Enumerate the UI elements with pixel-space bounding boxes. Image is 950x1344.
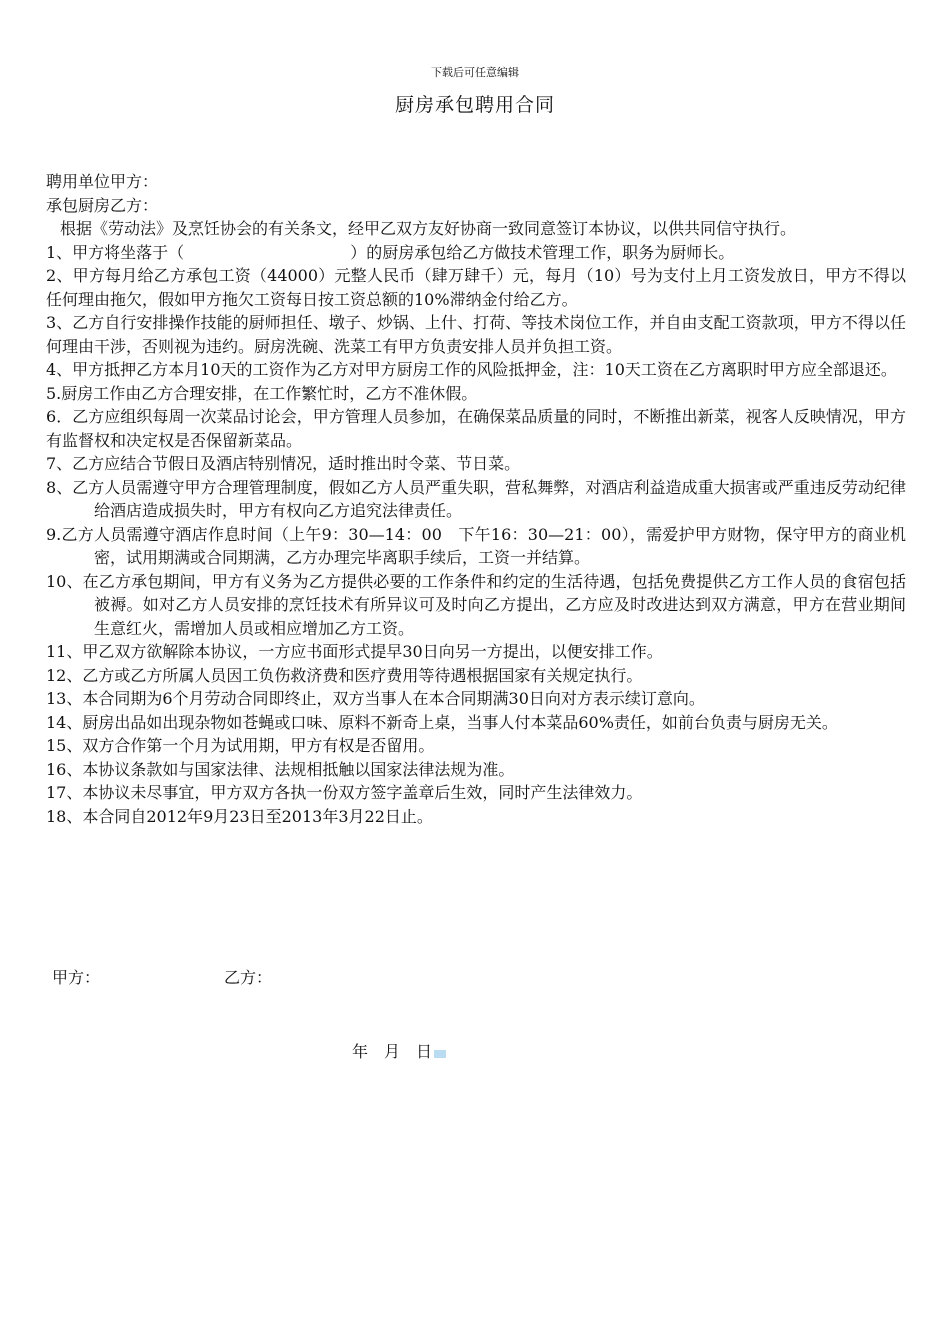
- clause-18: 18、本合同自2012年9月23日至2013年3月22日止。: [46, 806, 433, 826]
- party-b-signature: 乙方：: [224, 968, 273, 987]
- clause-4: 4、甲方抵押乙方本月10天的工资作为乙方对甲方厨房工作的风险抵押金，注：10天工资在乙方离职时甲方应全部退还。: [46, 360, 897, 379]
- clause-2: 2、甲方每月给乙方承包工资（44000）元整人民币（肆万肆千）元，每月（10）号为支付上月工资发放日，甲方不得以任何理由拖欠，假如甲方拖欠工资每日按工资总额的10%滞纳金付给乙方。: [46, 266, 906, 309]
- clause-12: 12、乙方或乙方所属人员因工负伤救济费和医疗费用等待遇根据国家有关规定执行。: [46, 665, 643, 685]
- clause-1-suffix: ）的厨房承包给乙方做技术管理工作，职务为厨师长。: [350, 242, 735, 262]
- date-text: 年 月 日: [352, 1042, 433, 1061]
- header-note: 下载后可任意编辑: [431, 66, 519, 79]
- party-b-label: 承包厨房乙方：: [46, 195, 159, 215]
- clause-7: 7、乙方应结合节假日及酒店特别情况，适时推出时令菜、节日菜。: [46, 454, 521, 473]
- clause-1-prefix: 1、甲方将坐落于（: [46, 242, 185, 262]
- clause-15: 15、双方合作第一个月为试用期，甲方有权是否留用。: [46, 736, 435, 755]
- clause-8: 8、乙方人员需遵守甲方合理管理制度，假如乙方人员严重失职，营私舞弊，对酒店利益造成重大损害或严重违反劳动纪律给酒店造成损失时，甲方有权向乙方追究法律责任。: [46, 477, 906, 520]
- clause-9: 9.乙方人员需遵守酒店作息时间（上午9：30—14：00 下午16：30—21：00），需爱护甲方财物，保守甲方的商业机密，试用期满或合同期满，乙方办理完毕离职手续后，工资一并结算。: [46, 524, 906, 567]
- contract-title: 厨房承包聘用合同: [394, 94, 555, 116]
- clause-5: 5.厨房工作由乙方合理安排，在工作繁忙时，乙方不准休假。: [46, 383, 478, 403]
- party-a-label: 聘用单位甲方：: [46, 172, 159, 191]
- clause-17: 17、本协议未尽事宜，甲方双方各执一份双方签字盖章后生效，同时产生法律效力。: [46, 783, 643, 802]
- contract-body: [46, 170, 906, 828]
- clause-10: 10、在乙方承包期间，甲方有义务为乙方提供必要的工作条件和约定的生活待遇，包括免费提供乙方工作人员的食宿包括被褥。如对乙方人员安排的烹饪技术有所异议可及时向乙方提出，乙方应及时改进达到双方满意，甲方在营业期间生意红火，需增加人员或相应增加乙方工资。: [46, 571, 906, 638]
- date-line: [352, 1040, 446, 1063]
- preamble: 根据《劳动法》及烹饪协会的有关条文，经甲乙双方友好协商一致同意签订本协议，以供共同信守执行。: [60, 219, 797, 238]
- clause-11: 11、甲乙双方欲解除本协议，一方应书面形式提早30日向另一方提出，以便安排工作。: [46, 642, 663, 661]
- text-cursor-highlight: [434, 1050, 446, 1058]
- clause-1: [46, 241, 906, 265]
- clause-3: 3、乙方自行安排操作技能的厨师担任、墩子、炒锅、上什、打荷、等技术岗位工作，并自由支配工资款项，甲方不得以任何理由干涉，否则视为违约。厨房洗碗、洗菜工有甲方负责安排人员并负担工资。: [46, 313, 906, 356]
- signature-line: [52, 966, 272, 989]
- party-a-signature: 甲方：: [52, 968, 101, 987]
- clause-13: 13、本合同期为6个月劳动合同即终止，双方当事人在本合同期满30日向对方表示续订意向。: [46, 689, 705, 708]
- clause-16: 16、本协议条款如与国家法律、法规相抵触以国家法律法规为准。: [46, 759, 515, 779]
- clause-14: 14、厨房出品如出现杂物如苍蝇或口味、原料不新奇上桌，当事人付本菜品60%责任，如前台负责与厨房无关。: [46, 712, 838, 732]
- clause-6: 6．乙方应组织每周一次菜品讨论会，甲方管理人员参加，在确保菜品质量的同时，不断推出新菜，视客人反映情况，甲方有监督权和决定权是否保留新菜品。: [46, 407, 906, 450]
